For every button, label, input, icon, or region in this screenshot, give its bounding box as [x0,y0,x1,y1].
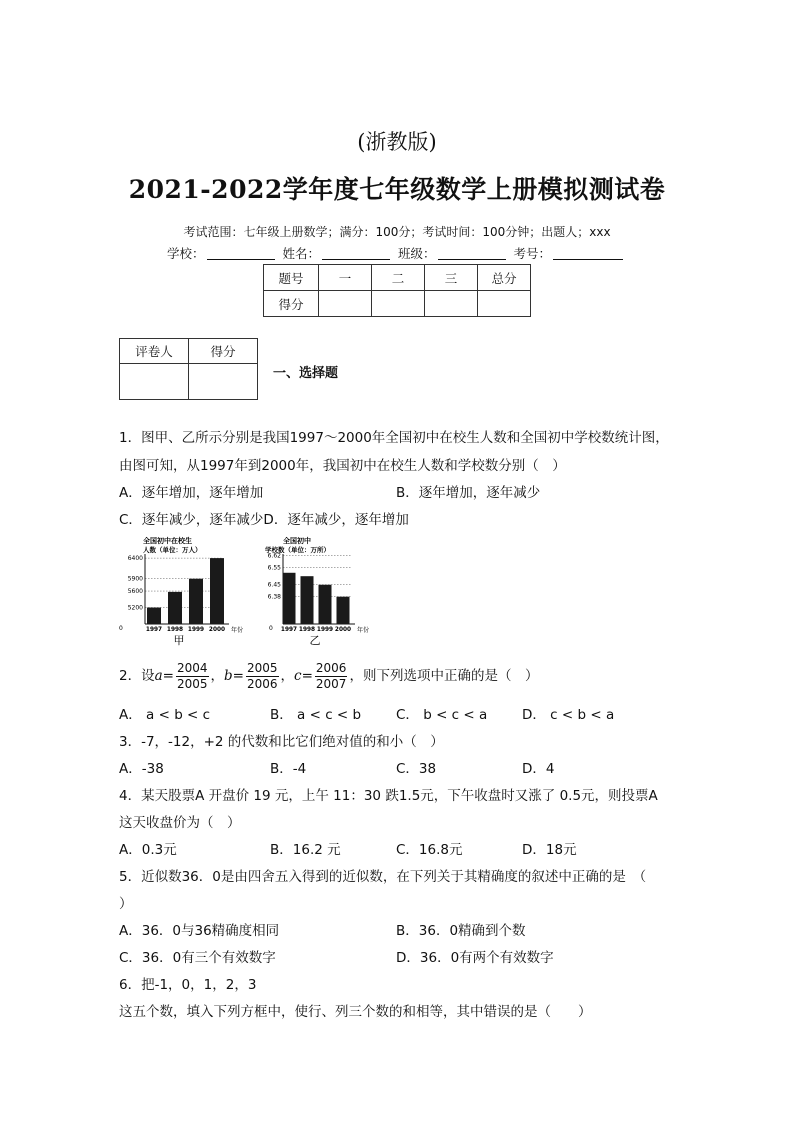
q6-stem-line1: 6．把-1，0，1，2，3 [119,977,257,993]
yi-ytick-label: 6.55 [267,564,281,572]
yi-bar [283,573,296,624]
field-name-label: 姓名： [282,246,320,261]
jia-xtick-label: 2000 [208,627,226,633]
q3-option-c[interactable]: C．38 [396,761,437,777]
jia-xtick-label: 1998 [166,627,184,633]
score-header-cell: 一 [319,265,372,291]
q2-fraction-b [246,661,279,692]
grader-header-row [120,339,258,364]
chart-jia-xlabel: 年份 [231,627,244,634]
yi-xtick-label: 1999 [316,627,334,633]
q2-option-a[interactable]: A． a < b < c [119,707,211,723]
jia-xtick-label: 1997 [145,627,163,633]
chart-yi-origin: 0 [269,625,273,632]
q4-option-b[interactable]: B．16.2 元 [270,842,341,858]
q5-option-c[interactable]: C．36．0有三个有效数字 [119,950,276,966]
field-school-label: 学校： [166,246,205,261]
q3-option-b[interactable]: B．-4 [270,761,307,777]
chart-jia-caption: 甲 [173,634,185,647]
q2-var-c: c [294,668,302,684]
q2-fraction-a [176,661,209,692]
q1-option-cd[interactable]: C．逐年减少，逐年减少D．逐年减少，逐年增加 [119,512,409,528]
grader-cell[interactable] [189,364,258,400]
q4-option-d[interactable]: D．18元 [522,842,577,858]
score-cell[interactable] [478,291,531,317]
jia-bar [189,579,203,624]
jia-ytick-label: 5200 [127,604,143,612]
q2-sep-1: ， [210,668,225,684]
score-header-cell: 二 [372,265,425,291]
q2-eq-c: = [301,668,313,684]
score-table-header-row [264,265,531,291]
jia-ytick-label: 6400 [127,555,143,563]
q2-fraction-a-numerator: 2004 [176,660,208,675]
q1-stem-line2: 由图可知，从1997年到2000年，我国初中在校生人数和学校数分别（ ） [119,458,566,474]
chart-yi-title: 全国初中 [283,537,311,545]
q1-stem-line1: 1．图甲、乙所示分别是我国1997～2000年全国初中在校生人数和全国初中学校数统计图， [119,430,669,446]
q5-stem-line2: ） [119,896,133,912]
grader-header-cell: 评卷人 [120,339,189,364]
q4-stem-line2: 这天收盘价为（ ） [119,815,241,831]
q2-eq-a: = [162,668,174,684]
chart-jia [117,536,247,648]
yi-ytick-label: 6.62 [267,552,281,560]
grader-cell[interactable] [120,364,189,400]
q2-fraction-c [315,661,348,692]
student-info-fields [0,244,794,262]
jia-bar [210,558,224,624]
q2-fraction-b-numerator: 2005 [246,660,278,675]
q2-eq-b: = [232,668,244,684]
chart-jia-title: 全国初中在校生 [143,537,192,545]
q2-sep-2: ， [280,668,295,684]
score-header-cell: 三 [425,265,478,291]
q2-fraction-b-denominator: 2006 [246,676,278,691]
yi-xtick-label: 1998 [298,627,316,633]
field-examno-label: 考号： [513,246,551,261]
q2-suffix: ，则下列选项中正确的是（ ） [349,668,539,684]
q2-option-d[interactable]: D． c < b < a [522,707,615,723]
q2-option-b[interactable]: B． a < c < b [270,707,362,723]
score-cell[interactable] [425,291,478,317]
field-examno-blank[interactable] [553,247,623,260]
q3-option-d[interactable]: D．4 [522,761,555,777]
q1-option-a[interactable]: A．逐年增加，逐年增加 [119,485,264,501]
chart-yi [255,536,385,648]
yi-ytick-label: 6.45 [267,581,281,589]
yi-xtick-label: 1997 [280,627,298,633]
q5-stem-line1: 5．近似数36．0是由四舍五入得到的近似数，在下列关于其精确度的叙述中正确的是 （ [119,869,647,885]
chart-yi-ylabel: 学校数（单位：万所） [265,546,330,554]
yi-ytick-label: 6.38 [267,593,281,601]
q2-stem [119,658,538,694]
q4-option-a[interactable]: A．0.3元 [119,842,177,858]
q4-option-c[interactable]: C．16.8元 [396,842,463,858]
jia-ytick-label: 5900 [127,575,143,583]
jia-ytick-label: 5600 [127,588,143,596]
q2-var-b: b [224,668,233,684]
jia-bar [168,592,182,624]
jia-bar [147,608,161,624]
q4-stem-line1: 4．某天股票A 开盘价 19 元，上午 11：30 跌1.5元，下午收盘时又涨了 0.5元，则投票A [119,788,658,804]
chart-jia-ylabel: 人数（单位：万人） [143,546,202,554]
grader-table [119,338,258,400]
q5-option-b[interactable]: B．36．0精确到个数 [396,923,526,939]
grader-input-row [120,364,258,400]
q2-fraction-a-denominator: 2005 [176,676,208,691]
field-school-blank[interactable] [207,247,275,260]
chart-yi-caption: 乙 [309,634,321,647]
q6-stem-line2: 这五个数，填入下列方框中，使行、列三个数的和相等，其中错误的是（ ） [119,1004,592,1020]
yi-bar [301,576,314,624]
score-table-score-row [264,291,531,317]
score-cell[interactable] [319,291,372,317]
q3-option-a[interactable]: A．-38 [119,761,164,777]
field-class-label: 班级： [397,246,436,261]
q2-option-c[interactable]: C． b < c < a [396,707,488,723]
score-header-cell: 总分 [478,265,531,291]
q5-option-a[interactable]: A．36．0与36精确度相同 [119,923,280,939]
chart-yi-xlabel: 年份 [357,627,370,634]
field-class-blank[interactable] [438,247,506,260]
section-title: 一、选择题 [273,366,339,381]
yi-bar [319,585,332,624]
q2-var-a: a [154,668,163,684]
score-row-label: 得分 [264,291,319,317]
subtitle: (浙教版) [357,130,437,154]
field-name-blank[interactable] [322,247,390,260]
q1-option-b[interactable]: B．逐年增加，逐年减少 [396,485,541,501]
score-cell[interactable] [372,291,425,317]
grader-header-cell: 得分 [189,339,258,364]
yi-bar [337,597,350,624]
q5-option-d[interactable]: D．36．0有两个有效数字 [396,950,554,966]
q2-prefix: 2．设 [119,668,155,684]
q2-fraction-c-numerator: 2006 [315,660,347,675]
score-header-cell: 题号 [264,265,319,291]
exam-meta: 考试范围：七年级上册数学；满分：100分；考试时间：100分钟；出题人；xxx [183,225,611,239]
q3-stem: 3．-7，-12，+2 的代数和比它们绝对值的和小（ ） [119,734,444,750]
chart-jia-origin: 0 [119,625,123,632]
score-table [263,264,531,317]
jia-xtick-label: 1999 [187,627,205,633]
yi-xtick-label: 2000 [334,627,352,633]
exam-title: 2021-2022学年度七年级数学上册模拟测试卷 [128,175,666,204]
q2-fraction-c-denominator: 2007 [315,676,347,691]
